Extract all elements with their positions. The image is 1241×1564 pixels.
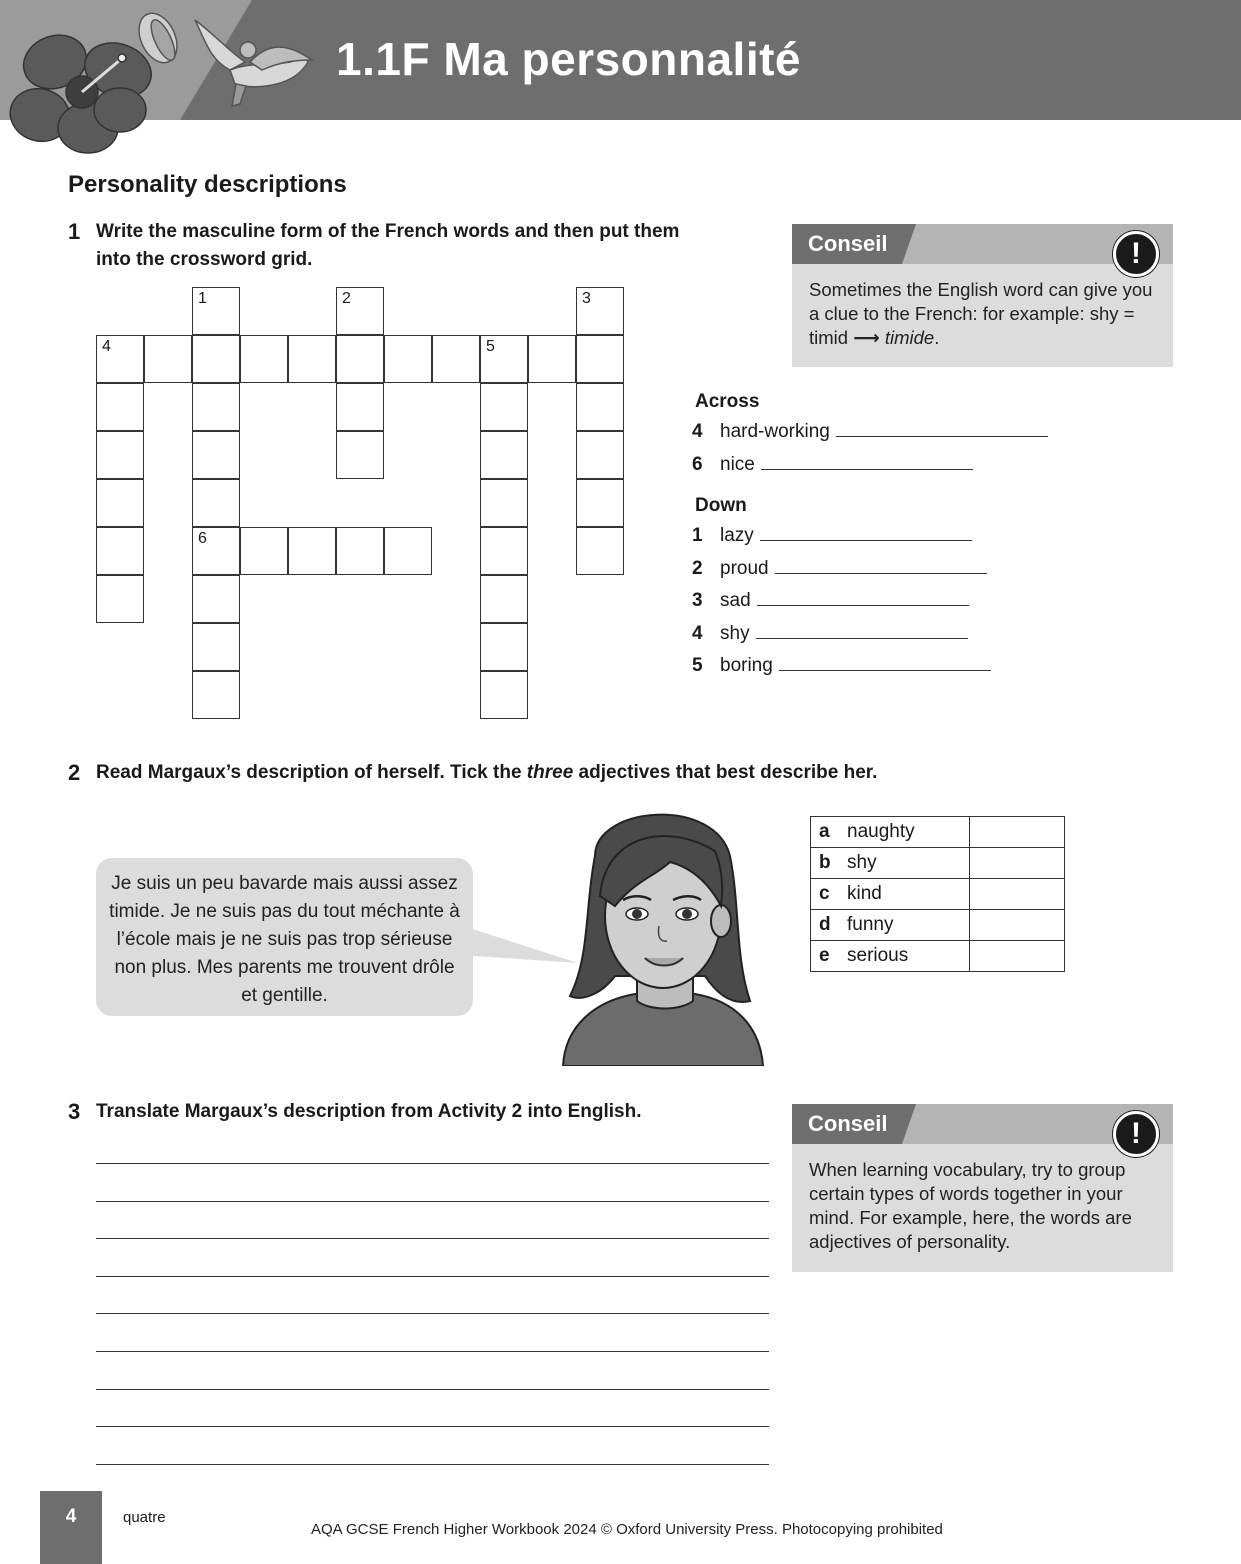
exclamation-icon: ! <box>1113 1111 1159 1157</box>
writing-line[interactable] <box>96 1313 769 1314</box>
crossword-cell[interactable] <box>192 575 240 623</box>
crossword-cell[interactable] <box>576 287 624 335</box>
crossword-clue-number: 2 <box>342 290 351 307</box>
tick-box[interactable] <box>970 879 1065 910</box>
page-number: 4 <box>65 1506 77 1527</box>
crossword-cell[interactable] <box>288 527 336 575</box>
crossword-cell[interactable] <box>480 335 528 383</box>
crossword-cell[interactable] <box>192 671 240 719</box>
crossword-cell[interactable] <box>576 383 624 431</box>
crossword-cell[interactable] <box>576 527 624 575</box>
conseil-text: When learning vocabulary, try to group certain types of words together in your mind. For example, here, the words are adjectives of personality. <box>809 1159 1132 1252</box>
writing-line[interactable] <box>96 1201 769 1202</box>
answer-line[interactable] <box>775 555 987 574</box>
clue-across-6: 6 nice <box>692 451 973 476</box>
crossword-cell[interactable] <box>576 479 624 527</box>
writing-line[interactable] <box>96 1276 769 1277</box>
tick-box[interactable] <box>970 941 1065 972</box>
writing-line[interactable] <box>96 1426 769 1427</box>
crossword-cell[interactable] <box>384 527 432 575</box>
crossword-cell[interactable] <box>432 335 480 383</box>
table-row: b shy <box>811 848 1065 879</box>
table-row: c kind <box>811 879 1065 910</box>
table-row: e serious <box>811 941 1065 972</box>
page-number-word: quatre <box>123 1509 166 1526</box>
header-illustration <box>0 0 330 160</box>
crossword-cell[interactable] <box>192 623 240 671</box>
clue-down-3: 3 sad <box>692 587 969 612</box>
crossword-clue-number: 1 <box>198 290 207 307</box>
adjective-tick-table <box>810 816 1065 972</box>
answer-line[interactable] <box>757 587 969 606</box>
crossword-cell[interactable] <box>288 335 336 383</box>
clue-down-4: 4 shy <box>692 620 968 645</box>
crossword-cell[interactable] <box>192 527 240 575</box>
crossword-cell[interactable] <box>240 335 288 383</box>
conseil-label: Conseil <box>808 231 888 256</box>
table-row: a naughty <box>811 817 1065 848</box>
answer-line[interactable] <box>760 522 972 541</box>
girl-illustration <box>555 796 770 1066</box>
conseil-box-1 <box>792 224 1173 367</box>
tick-box[interactable] <box>970 910 1065 941</box>
copyright-notice: AQA GCSE French Higher Workbook 2024 © Oxford University Press. Photocopying prohibited <box>311 1521 943 1538</box>
writing-line[interactable] <box>96 1389 769 1390</box>
writing-line[interactable] <box>96 1351 769 1352</box>
tick-box[interactable] <box>970 817 1065 848</box>
answer-line[interactable] <box>779 652 991 671</box>
crossword-cell[interactable] <box>480 623 528 671</box>
crossword-cell[interactable] <box>528 335 576 383</box>
table-row: d funny <box>811 910 1065 941</box>
activity-1-instruction: Write the masculine form of the French words and then put them into the crossword grid. <box>96 221 680 270</box>
conseil-text: Sometimes the English word can give you a clue to the French: for example: shy = timid ⟶ timide. <box>809 279 1153 348</box>
activity-3-number: 3 <box>68 1099 81 1124</box>
crossword-cell[interactable] <box>336 527 384 575</box>
activity-1-number: 1 <box>68 219 81 244</box>
writing-line[interactable] <box>96 1238 769 1239</box>
speech-text: Je suis un peu bavarde mais aussi assez timide. Je ne suis pas du tout méchante à l’école mais je ne suis pas trop sérieuse non plus. Mes parents me trouvent drôle et gentille. <box>109 873 460 1006</box>
answer-line[interactable] <box>836 418 1048 437</box>
crossword-cell[interactable] <box>192 431 240 479</box>
clue-down-5: 5 boring <box>692 652 991 677</box>
bird-icon <box>195 20 312 106</box>
activity-2-instruction: Read Margaux’s description of herself. Tick the three adjectives that best describe her. <box>96 762 878 783</box>
activity-3-instruction: Translate Margaux’s description from Activity 2 into English. <box>96 1101 642 1122</box>
crossword-clue-number: 5 <box>486 338 495 355</box>
crossword-cell[interactable] <box>192 287 240 335</box>
crossword-cell[interactable] <box>480 575 528 623</box>
crossword-cell[interactable] <box>480 431 528 479</box>
clue-across-4: 4 hard-working <box>692 418 1048 443</box>
hibiscus-icon <box>4 27 159 153</box>
crossword-cell[interactable] <box>336 383 384 431</box>
crossword-cell[interactable] <box>480 479 528 527</box>
page-title: 1.1F Ma personnalité <box>336 33 802 85</box>
crossword-cell[interactable] <box>480 527 528 575</box>
crossword-cell[interactable] <box>576 335 624 383</box>
conseil-label: Conseil <box>808 1111 888 1136</box>
speech-bubble <box>96 858 473 1016</box>
writing-line[interactable] <box>96 1163 769 1164</box>
activity-2-number: 2 <box>68 760 81 785</box>
crossword-cell[interactable] <box>480 671 528 719</box>
crossword-cell[interactable] <box>480 383 528 431</box>
clue-down-2: 2 proud <box>692 555 987 580</box>
crossword-cell[interactable] <box>96 383 144 431</box>
crossword-cell[interactable] <box>576 431 624 479</box>
crossword-cell[interactable] <box>96 479 144 527</box>
crossword-clue-number: 3 <box>582 290 591 307</box>
clue-down-1: 1 lazy <box>692 522 972 547</box>
crossword-cell[interactable] <box>96 335 144 383</box>
crossword-cell[interactable] <box>192 479 240 527</box>
crossword-cell[interactable] <box>240 527 288 575</box>
answer-line[interactable] <box>761 451 973 470</box>
crossword-cell[interactable] <box>384 335 432 383</box>
writing-line[interactable] <box>96 1464 769 1465</box>
crossword-cell[interactable] <box>336 431 384 479</box>
down-heading: Down <box>695 495 747 516</box>
crossword-cell[interactable] <box>96 575 144 623</box>
answer-line[interactable] <box>756 620 968 639</box>
crossword-cell[interactable] <box>192 383 240 431</box>
arrow-right-icon: ⟶ <box>853 327 880 348</box>
across-heading: Across <box>695 391 760 412</box>
crossword-cell[interactable] <box>336 287 384 335</box>
tick-box[interactable] <box>970 848 1065 879</box>
crossword-cell[interactable] <box>336 335 384 383</box>
crossword-cell[interactable] <box>144 335 192 383</box>
crossword-clue-number: 6 <box>198 530 207 547</box>
crossword-cell[interactable] <box>96 527 144 575</box>
crossword-cell[interactable] <box>192 335 240 383</box>
crossword-clue-number: 4 <box>102 338 111 355</box>
crossword-cell[interactable] <box>96 431 144 479</box>
exclamation-icon: ! <box>1113 231 1159 277</box>
conseil-box-2 <box>792 1104 1173 1272</box>
section-heading: Personality descriptions <box>68 171 347 198</box>
